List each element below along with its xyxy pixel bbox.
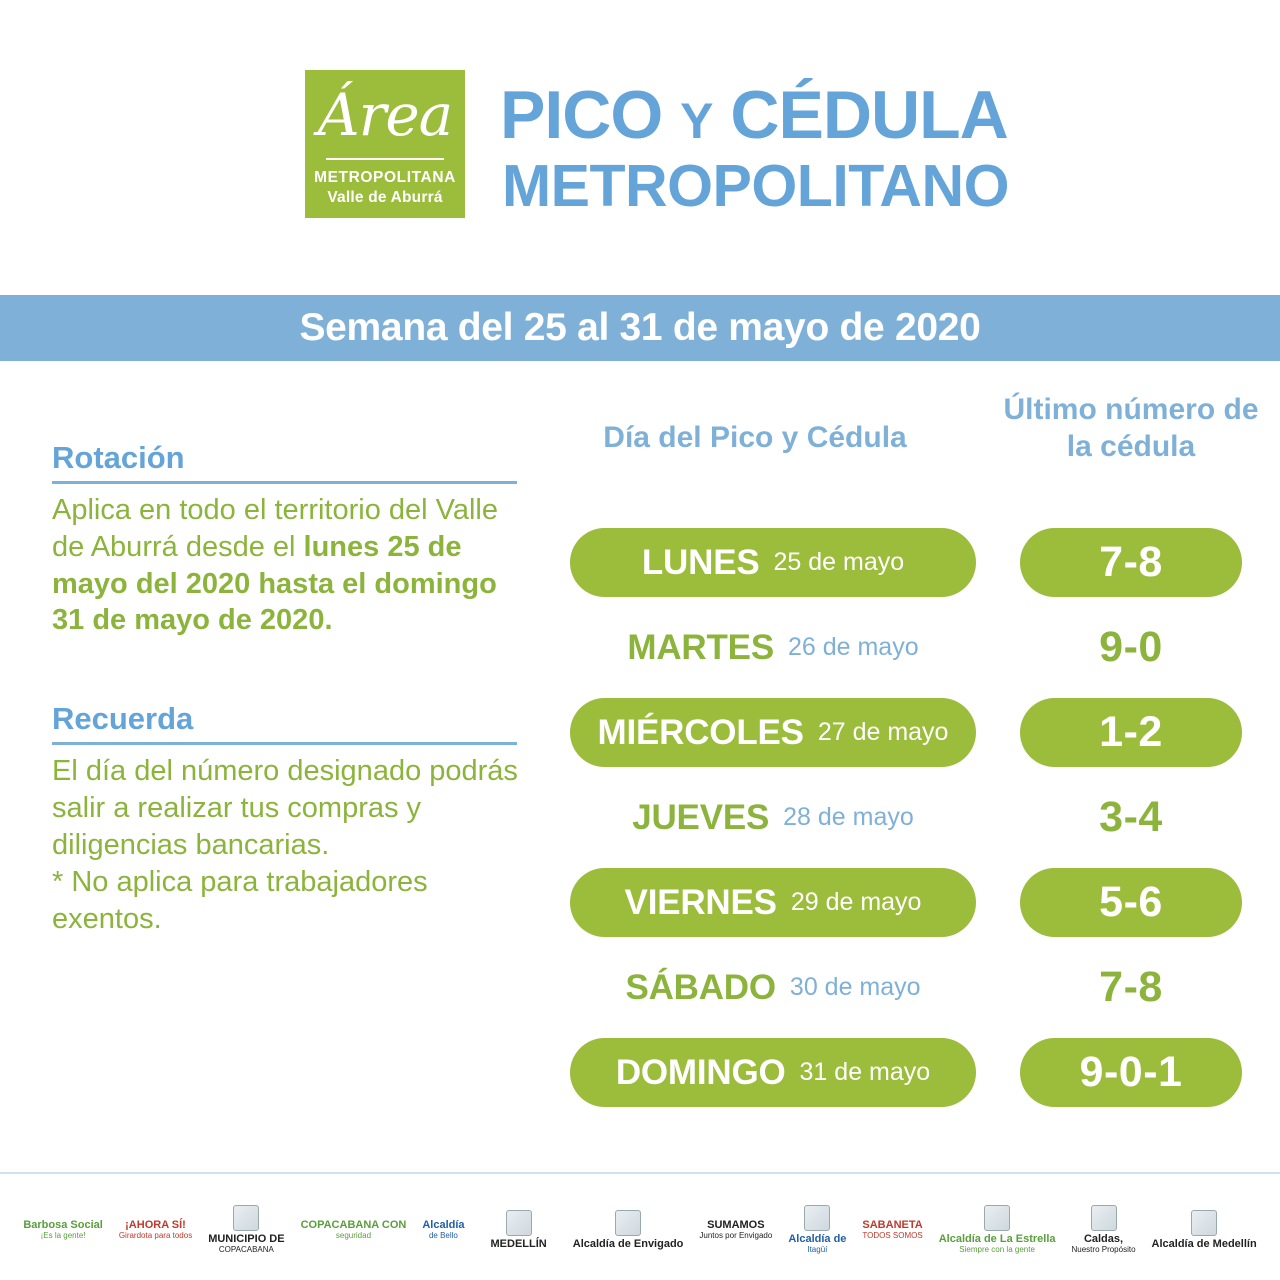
footer-logo: [859, 1202, 925, 1258]
number-cell: [1020, 613, 1242, 682]
day-cell: [570, 613, 976, 682]
number-cell: [1020, 528, 1242, 597]
footer-logo: [20, 1202, 105, 1258]
cedula-number: 1-2: [1099, 708, 1163, 756]
footer-logo-line-2: Juntos por Envigado: [699, 1230, 773, 1240]
footer-logo-line-2: TODOS SOMOS: [862, 1230, 923, 1240]
day-date: 31 de mayo: [799, 1058, 931, 1086]
cedula-number: 7-8: [1099, 963, 1163, 1011]
day-cell: [570, 698, 976, 767]
column-header-number: Último número de la cédula: [1003, 393, 1259, 463]
footer-logo: [1149, 1202, 1260, 1258]
page-subtitle: METROPOLITANO: [502, 153, 1009, 219]
footer-logo-line-1: MUNICIPIO DE: [208, 1233, 285, 1246]
area-metropolitana-logo: [305, 70, 465, 218]
day-cell: [570, 1038, 976, 1107]
header: [0, 0, 1280, 295]
footer-logos: [0, 1180, 1280, 1280]
day-date: 26 de mayo: [787, 633, 919, 661]
logo-subtitle-1: METROPOLITANA: [314, 169, 456, 186]
footer-logo-line-1: Alcaldía de Medellín: [1151, 1237, 1257, 1250]
footer-logo-line-2: Girardota para todos: [118, 1230, 193, 1240]
day-name: SÁBADO: [625, 967, 776, 1007]
number-cell: [1020, 868, 1242, 937]
footer-logo-line-1: MEDELLÍN: [490, 1237, 547, 1250]
table-row: [0, 613, 1280, 682]
footer-logo-line-2: COPACABANA: [218, 1244, 274, 1254]
day-name: LUNES: [641, 542, 760, 582]
cedula-number: 7-8: [1099, 538, 1163, 586]
number-cell: [1020, 1038, 1242, 1107]
page-title: [500, 76, 1008, 154]
footer-logo-line-1: Alcaldía: [422, 1219, 465, 1232]
footer-logo-line-1: ¡AHORA SÍ!: [125, 1219, 186, 1232]
footer-logo: [785, 1202, 849, 1258]
day-name: VIERNES: [624, 882, 777, 922]
coat-of-arms-icon: [233, 1205, 259, 1231]
footer-logo-line-2: de Bello: [428, 1230, 458, 1240]
coat-of-arms-icon: [615, 1210, 641, 1236]
day-cell: [570, 953, 976, 1022]
footer-divider: [0, 1172, 1280, 1174]
footer-logo-line-2: seguridad: [335, 1230, 372, 1240]
day-name: MIÉRCOLES: [597, 712, 804, 752]
footer-logo-line-1: SABANETA: [862, 1219, 923, 1232]
footer-logo-line-2: ¡Es la gente!: [40, 1230, 86, 1240]
footer-logo: [116, 1202, 195, 1258]
footer-logo: [696, 1202, 775, 1258]
footer-logo-line-1: Alcaldía de: [788, 1233, 847, 1246]
footer-logo-line-1: SUMAMOS: [707, 1219, 765, 1232]
table-row: [0, 783, 1280, 852]
day-cell: [570, 783, 976, 852]
footer-logo-line-1: Caldas,: [1083, 1233, 1124, 1246]
remember-body: El día del número designado podrás salir a realizar tus compras y diligencias bancarias.: [52, 755, 518, 861]
day-cell: [570, 528, 976, 597]
logo-subtitle-2: Valle de Aburrá: [327, 189, 443, 206]
logo-script-text: Área: [317, 81, 453, 149]
footer-logo-line-2: Itagüí: [807, 1244, 828, 1254]
title-word-pico: PICO: [500, 77, 663, 153]
title-word-cedula: CÉDULA: [730, 77, 1008, 153]
cedula-number: 9-0-1: [1079, 1048, 1183, 1096]
day-name: JUEVES: [632, 797, 770, 837]
coat-of-arms-icon: [506, 1210, 532, 1236]
footer-logo-line-2: Siempre con la gente: [959, 1244, 1035, 1254]
coat-of-arms-icon: [984, 1205, 1010, 1231]
coat-of-arms-icon: [1091, 1205, 1117, 1231]
footer-logo: [205, 1202, 287, 1258]
number-cell: [1020, 783, 1242, 852]
footer-logo-line-1: Barbosa Social: [23, 1219, 103, 1232]
logo-divider: [326, 158, 444, 160]
table-row: [0, 698, 1280, 767]
rotation-title: Rotación: [52, 440, 185, 475]
coat-of-arms-icon: [804, 1205, 830, 1231]
footer-logo: [488, 1202, 550, 1258]
day-cell: [570, 868, 976, 937]
number-cell: [1020, 953, 1242, 1022]
week-banner-text: Semana del 25 al 31 de mayo de 2020: [299, 306, 981, 349]
rotation-body-plain: Aplica en todo el territorio del Valle de Aburrá desde el: [52, 494, 498, 563]
cedula-number: 3-4: [1099, 793, 1163, 841]
footer-logo-line-2: Nuestro Propósito: [1071, 1244, 1136, 1254]
footer-logo: [1069, 1202, 1139, 1258]
table-row: [0, 868, 1280, 937]
day-date: 30 de mayo: [789, 973, 921, 1001]
footer-logo: [298, 1202, 410, 1258]
remember-note: * No aplica para trabajadores exentos.: [52, 865, 428, 935]
number-cell: [1020, 698, 1242, 767]
footer-logo: [570, 1202, 687, 1258]
day-date: 29 de mayo: [790, 888, 922, 916]
footer-logo-line-1: Alcaldía de Envigado: [572, 1237, 684, 1250]
table-row: [0, 528, 1280, 597]
column-header-day: Día del Pico y Cédula: [603, 421, 907, 454]
day-date: 25 de mayo: [773, 548, 905, 576]
cedula-number: 9-0: [1099, 623, 1163, 671]
table-row: [0, 953, 1280, 1022]
cedula-number: 5-6: [1099, 878, 1163, 926]
schedule-table: [0, 528, 1280, 1123]
footer-logo: [419, 1202, 467, 1258]
footer-logo: [936, 1202, 1059, 1258]
remember-title: Recuerda: [52, 701, 194, 737]
rotation-body-bold: lunes 25 de mayo del 2020 hasta el domingo 31 de mayo de 2020.: [52, 530, 497, 637]
week-banner: [0, 295, 1280, 361]
day-date: 27 de mayo: [817, 718, 949, 746]
footer-logo-line-1: COPACABANA CON: [300, 1219, 407, 1232]
day-date: 28 de mayo: [783, 803, 914, 831]
day-name: MARTES: [627, 627, 774, 667]
day-name: DOMINGO: [615, 1052, 786, 1092]
table-row: [0, 1038, 1280, 1107]
coat-of-arms-icon: [1191, 1210, 1217, 1236]
rotation-divider: [52, 481, 517, 484]
title-word-y: Y: [680, 93, 713, 149]
footer-logo-line-1: Alcaldía de La Estrella: [938, 1233, 1056, 1246]
